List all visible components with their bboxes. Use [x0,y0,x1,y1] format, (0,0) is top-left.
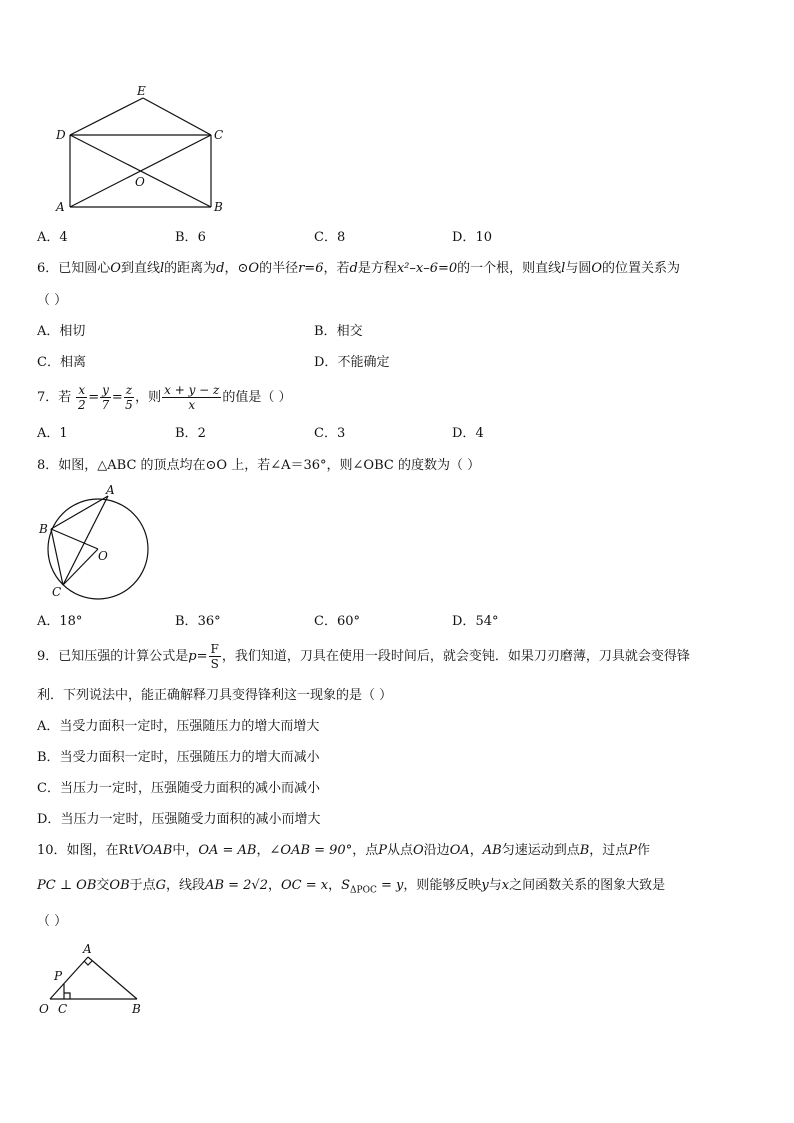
label-B: B [132,1002,141,1016]
q10-stem-line1: 10．如图，在RtVOAB中，OA = AB，∠OAB = 90°，点P从点O沿边OA，AB匀速运动到点B，过点P作 [37,843,651,858]
q10-paren: （ ） [37,914,68,929]
q9-stem-line1: 9．已知压强的计算公式是p= $\frac{F}{S}$ ，我们知道，刀具在使用一段时间后，就会变钝．如果刀刃磨薄，刀具就会变得锋 [37,642,690,671]
label-P: P [54,969,63,983]
q7-option-b[interactable]: B．2 [175,426,206,441]
q5-figure [50,80,240,220]
frac-f-s: $\frac{F}{S}$ [210,642,219,671]
label-A: A [83,942,92,956]
q9-option-d[interactable]: D．当压力一定时，压强随受力面积的减小而增大 [37,812,321,827]
q8-option-d[interactable]: D．54° [452,614,499,629]
q8-option-c[interactable]: C．60° [314,614,360,629]
q6-option-b[interactable]: B．相交 [314,324,363,339]
edge-AB [88,957,137,999]
q6-option-c[interactable]: C．相离 [37,355,86,370]
seg-OC [63,549,98,585]
label-O: O [98,549,108,563]
q10-stem-line2: PC ⊥ OB交OB于点G，线段AB = 2√2，OC = x，$S_{\Delta POC} = y$，则能够反映y与x之间函数关系的图象大致是 [37,878,666,896]
q6-stem: 6．已知圆心O到直线l的距离为d，⊙O的半径r=6，若d是方程x²–x–6=0的一个根，则直线l与圆O的位置关系为 [37,261,681,276]
q7-option-d[interactable]: D．4 [452,426,484,441]
q9-stem-line2: 利．下列说法中，能正确解释刀具变得锋利这一现象的是（ ） [37,688,393,703]
q8-stem: 8．如图，△ABC 的顶点均在⊙O 上，若∠A＝36°，则∠OBC 的度数为（ ） [37,458,481,473]
label-A: A [56,200,65,214]
frac-expression: $\frac{x + y - z}{x}$ [164,383,220,412]
frac-y-7: $\frac{y}{7}$ [101,383,110,412]
label-D: D [56,128,66,142]
label-C: C [58,1002,68,1016]
q5-option-b[interactable]: B．6 [175,230,206,245]
q9-option-a[interactable]: A．当受力面积一定时，压强随压力的增大而增大 [37,719,320,734]
q9-option-c[interactable]: C．当压力一定时，压强随受力面积的减小而减小 [37,781,320,796]
label-C: C [214,128,224,142]
seg-BO [51,529,98,549]
q5-option-c[interactable]: C．8 [314,230,346,245]
q5-option-d[interactable]: D．10 [452,230,492,245]
label-O: O [135,175,145,189]
q9-option-b[interactable]: B．当受力面积一定时，压强随压力的增大而减小 [37,750,320,765]
label-B: B [39,522,48,536]
label-C: C [52,585,62,599]
frac-x-2: $\frac{x}{2}$ [77,383,86,412]
label-E: E [137,84,146,98]
q8-figure [36,482,156,602]
q6-option-a[interactable]: A．相切 [37,324,86,339]
right-angle-C [64,993,70,999]
q8-option-b[interactable]: B．36° [175,614,221,629]
edge-EC [143,98,211,135]
q7-option-a[interactable]: A．1 [37,426,68,441]
right-angle-A [84,961,92,965]
label-B: B [214,200,223,214]
edge-DE [70,98,143,135]
label-O: O [39,1002,49,1016]
q5-option-a[interactable]: A．4 [37,230,68,245]
q8-option-a[interactable]: A．18° [37,614,83,629]
q6-paren: （ ） [37,293,68,308]
frac-z-5: $\frac{z}{5}$ [125,383,133,412]
q6-option-d[interactable]: D．不能确定 [314,355,390,370]
q7-stem: 7．若 $\frac{x}{2}$ = $\frac{y}{7}$ = $\frac{z}{5}$ ，则 $\frac{x + y - z}{x}$ 的值是（ ） [37,383,292,412]
q7-option-c[interactable]: C．3 [314,426,346,441]
label-A: A [106,483,115,497]
q10-figure [36,940,156,1020]
